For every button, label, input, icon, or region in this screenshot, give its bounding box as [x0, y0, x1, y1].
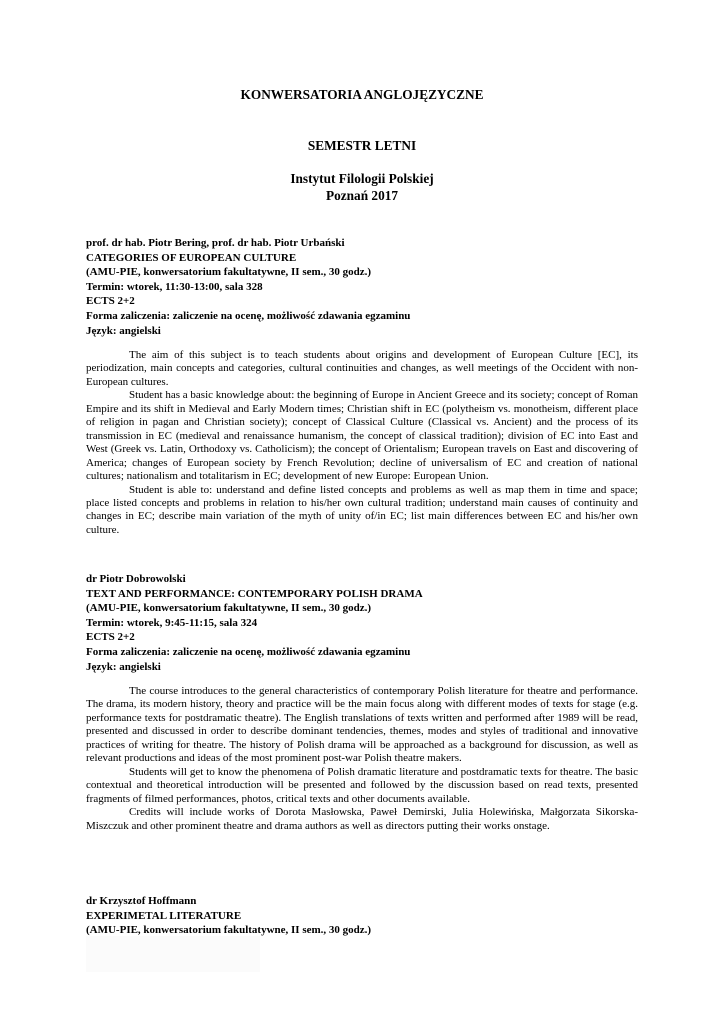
- course-2-schedule: Termin: wtorek, 9:45-11:15, sala 324: [86, 616, 258, 629]
- institute-heading: Instytut Filologii Polskiej: [290, 171, 434, 186]
- course-1-description: [86, 349, 638, 537]
- semester-heading: SEMESTR LETNI: [307, 138, 417, 153]
- course-1-schedule: Termin: wtorek, 11:30-13:00, sala 328: [86, 280, 263, 293]
- course-2-language: Język: angielski: [86, 660, 161, 673]
- course-1-paragraph: Student is able to: understand and define listed concepts and problems as well as map them in time and space; place listed concepts and problems in relation to his/her own cultural tradition; understand main causes of continuity and changes in EC; describe main variation of the myth of unity of/in EC; list main differences between EC and his/her own culture.: [86, 483, 638, 536]
- course-3-lecturer: dr Krzysztof Hoffmann: [86, 895, 197, 907]
- faint-shaded-area: [86, 936, 260, 972]
- course-2-paragraph: Credits will include works of Dorota Masłowska, Paweł Demirski, Julia Holewińska, Małgorzata Sikorska-Miszczuk and other prominent theatre and drama authors as well as directors putting their works onstage.: [86, 806, 638, 832]
- course-1-paragraph: The aim of this subject is to teach students about origins and development of European Culture [EC], its periodization, main concepts and categories, cultural continuities and changes, as well meetings of the Occident with non-European cultures.: [86, 349, 638, 388]
- course-1-type: (AMU-PIE, konwersatorium fakultatywne, II sem., 30 godz.): [86, 266, 372, 279]
- course-1-paragraph: Student has a basic knowledge about: the beginning of Europe in Ancient Greece and its society; concept of Roman Empire and its shift in Medieval and Early Modern times; Christian shift in EC (polytheism vs. monotheism, different place of religion in pagan and Christian society); concept of Classical Culture (Classical vs. Ancient) and the process of its transmission in EC (medieval and renaissance humanism, the concept of classical tradition); division of EC into East and West (Greek vs. Latin, Orthodoxy vs. Catholicism); the concept of Orientalism; European travels on East and discovering of America; changes of European society by French Revolution; decline of universalism of EC and creation of national cultures; nationalism and totalitarism in EC; development of new Europe: European Union.: [86, 389, 638, 483]
- document-title: KONWERSATORIA ANGLOJĘZYCZNE: [240, 87, 484, 102]
- course-1-lecturers: prof. dr hab. Piotr Bering, prof. dr hab. Piotr Urbański: [86, 237, 345, 249]
- course-2-description: [86, 685, 638, 833]
- course-2-ects: ECTS 2+2: [86, 631, 135, 644]
- course-2-title: TEXT AND PERFORMANCE: CONTEMPORARY POLISH DRAMA: [86, 587, 423, 600]
- course-1-header: [86, 236, 638, 338]
- course-3-type: (AMU-PIE, konwersatorium fakultatywne, II sem., 30 godz.): [86, 924, 372, 937]
- course-1-ects: ECTS 2+2: [86, 295, 135, 308]
- place-year-heading: Poznań 2017: [325, 188, 399, 203]
- course-2-paragraph: Students will get to know the phenomena of Polish dramatic literature and postdramatic texts for theatre. The basic contextual and theoretical introduction will be presented and followed by the discussion based on read texts, presented fragments of filmed performances, photos, critical texts and other documents available.: [86, 765, 638, 805]
- course-2-assessment: Forma zaliczenia: zaliczenie na ocenę, możliwość zdawania egzaminu: [86, 645, 411, 658]
- course-2-type: (AMU-PIE, konwersatorium fakultatywne, II sem., 30 godz.): [86, 602, 372, 615]
- course-3-header: [86, 894, 638, 938]
- course-2-header: [86, 572, 638, 674]
- course-3-title: EXPERIMETAL LITERATURE: [86, 909, 242, 922]
- course-1-title: CATEGORIES OF EUROPEAN CULTURE: [86, 251, 297, 264]
- course-1-language: Język: angielski: [86, 324, 161, 337]
- course-2-lecturer: dr Piotr Dobrowolski: [86, 573, 186, 585]
- course-2-paragraph: The course introduces to the general characteristics of contemporary Polish literature for theatre and performance. The drama, its modern history, theory and practice will be the main focus along with different modes of texts for stage (e.g. performance texts for postdramatic theatre). The English translations of texts written and performed after 1989 will be read, presented and discussed in order to describe dominant tendencies, themes, modes and styles of traditional and innovative practices of writing for theatre. The history of Polish drama will be approached as a background for discussion, as well as relevant productions and ideas of the most prominent post-war Polish theatre makers.: [86, 685, 638, 765]
- course-1-assessment: Forma zaliczenia: zaliczenie na ocenę, możliwość zdawania egzaminu: [86, 309, 411, 322]
